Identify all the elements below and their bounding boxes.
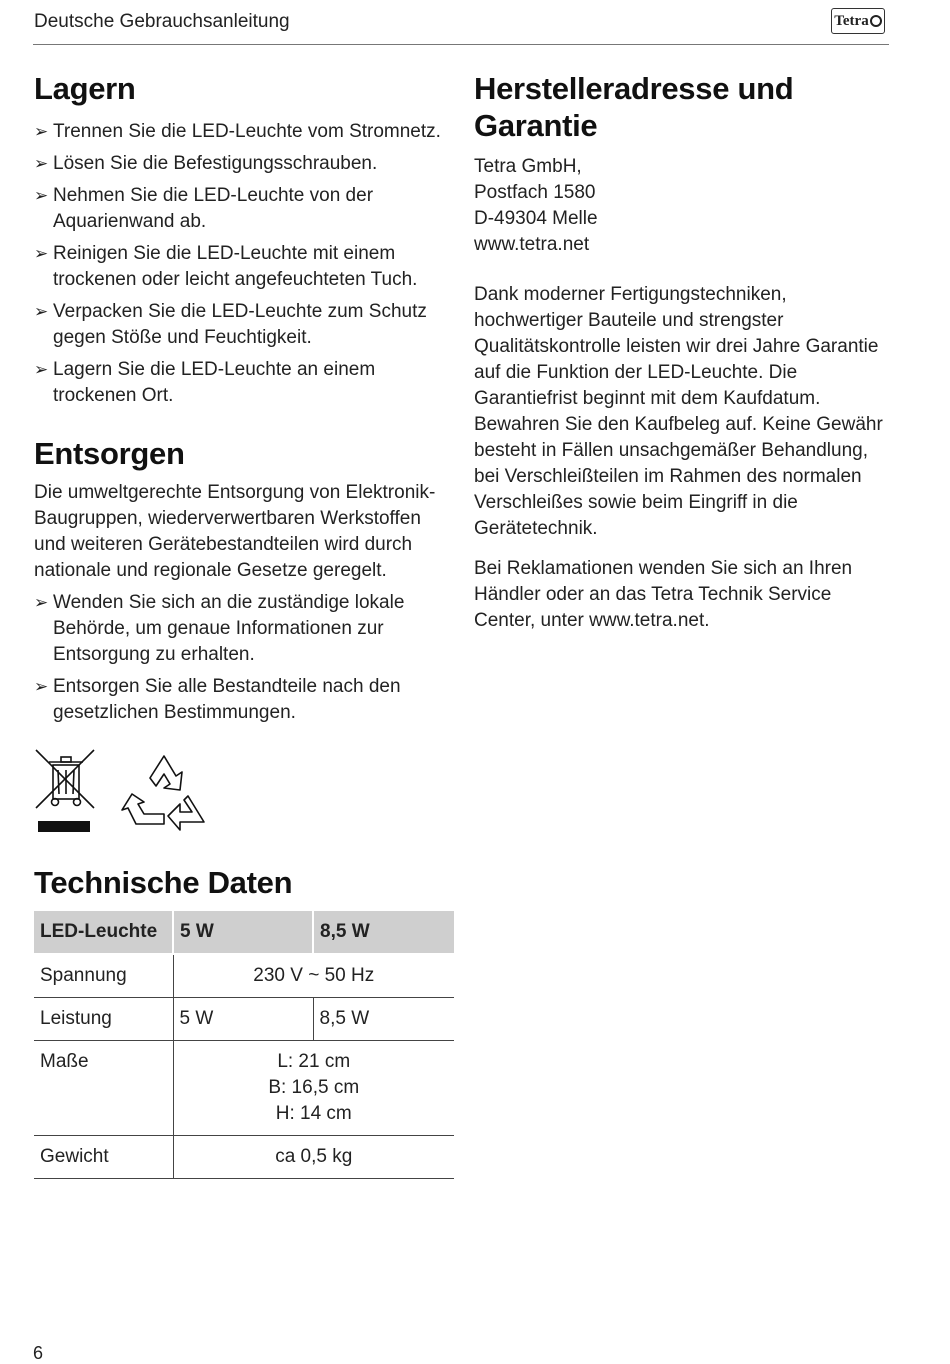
- page-number: 6: [33, 1343, 44, 1363]
- tetra-logo: [831, 8, 885, 34]
- heading-lagern: Lagern: [34, 71, 136, 106]
- arrow-bullet-icon: ➢: [34, 244, 49, 263]
- dimension-length: L: 21 cm: [277, 1051, 351, 1072]
- table-row: [34, 954, 454, 998]
- arrow-bullet-icon: ➢: [34, 593, 49, 612]
- table-header-cell: 5 W: [173, 911, 313, 954]
- table-cell-value: 8,5 W: [313, 998, 454, 1041]
- crossed-out-wheelie-bin-icon: [34, 748, 96, 836]
- manufacturer-address: [474, 154, 894, 258]
- arrow-bullet-icon: ➢: [34, 122, 49, 141]
- arrow-bullet-icon: ➢: [34, 154, 49, 173]
- disposal-symbols: [34, 748, 454, 838]
- table-cell-value: [173, 1041, 454, 1136]
- dimension-height: H: 14 cm: [275, 1103, 352, 1124]
- table-cell-value: ca 0,5 kg: [173, 1136, 454, 1179]
- technical-data-table: [34, 911, 454, 1179]
- heading-hersteller: Herstelleradresse und Garantie: [474, 71, 794, 143]
- list-item: ➢ Wenden Sie sich an die zuständige lokale Behörde, um genaue Informationen zur Entsorgung zu erhalten.: [34, 592, 405, 665]
- list-item: ➢ Reinigen Sie die LED-Leuchte mit einem trockenen oder leicht angefeuchteten Tuch.: [34, 243, 418, 290]
- table-cell-label: Maße: [34, 1041, 173, 1136]
- table-cell-label: Leistung: [34, 998, 173, 1041]
- table-header-row: [34, 911, 454, 954]
- recycling-icon: [120, 750, 208, 836]
- complaints-paragraph: Bei Reklamationen wenden Sie sich an Ihren Händler oder an das Tetra Technik Service Center, unter www.tetra.net.: [474, 558, 853, 631]
- entsorgen-intro: Die umweltgerechte Entsorgung von Elektronik-Baugruppen, wiederverwertbaren Werkstoffen und weiteren Gerätebestandteilen wird durch nationale und regionale Gesetze geregelt.: [34, 482, 436, 581]
- logo-text: Tetra: [834, 12, 869, 29]
- table-row: [34, 1041, 454, 1136]
- list-item: ➢ Entsorgen Sie alle Bestandteile nach den gesetzlichen Bestimmungen.: [34, 676, 401, 723]
- entsorgen-list: [34, 590, 454, 726]
- table-row: [34, 1136, 454, 1179]
- lagern-list: [34, 119, 454, 409]
- list-item: ➢ Verpacken Sie die LED-Leuchte zum Schutz gegen Stöße und Feuchtigkeit.: [34, 301, 427, 348]
- heading-technische-daten: Technische Daten: [34, 865, 293, 900]
- right-column: [474, 70, 894, 634]
- section-lagern: [34, 70, 454, 409]
- list-item: ➢ Trennen Sie die LED-Leuchte vom Stromnetz.: [34, 119, 454, 145]
- heading-entsorgen: Entsorgen: [34, 436, 185, 471]
- table-header-cell: 8,5 W: [313, 911, 454, 954]
- left-column: [34, 70, 454, 1179]
- address-website: www.tetra.net: [474, 234, 590, 255]
- table-cell-label: Gewicht: [34, 1136, 173, 1179]
- address-line: Postfach 1580: [474, 182, 596, 203]
- logo-ring-icon: [870, 15, 882, 27]
- section-hersteller: [474, 70, 894, 634]
- dimension-width: B: 16,5 cm: [268, 1077, 360, 1098]
- table-cell-value: 230 V ~ 50 Hz: [173, 954, 454, 998]
- address-line: Tetra GmbH,: [474, 156, 582, 177]
- list-item: ➢ Lagern Sie die LED-Leuchte an einem trockenen Ort.: [34, 359, 376, 406]
- section-technische-daten: [34, 864, 454, 1179]
- table-cell-label: Spannung: [34, 954, 173, 998]
- warranty-paragraph: Dank moderner Fertigungstechniken, hochwertiger Bauteile und strengster Qualitätskontrolle leisten wir drei Jahre Garantie auf die Funktion der LED-Leuchte. Die Garantiefrist beginnt mit dem Kaufdatum. Bewahren Sie den Kaufbeleg auf. Keine Gewähr besteht in Fällen unsachgemäßer Behandlung, bei Verschleißteilen im Rahmen des normalen Verschleißes sowie beim Eingriff in die Gerätetechnik.: [474, 284, 883, 539]
- header-divider: [33, 44, 889, 45]
- list-item: ➢ Nehmen Sie die LED-Leuchte von der Aquarienwand ab.: [34, 185, 374, 232]
- section-entsorgen: [34, 435, 454, 838]
- table-cell-value: 5 W: [173, 998, 313, 1041]
- arrow-bullet-icon: ➢: [34, 360, 49, 379]
- address-line: D-49304 Melle: [474, 208, 598, 229]
- table-row: [34, 998, 454, 1041]
- arrow-bullet-icon: ➢: [34, 302, 49, 321]
- document-header-title: Deutsche Gebrauchsanleitung: [34, 11, 290, 32]
- table-header-cell: LED-Leuchte: [34, 911, 173, 954]
- list-item: ➢ Lösen Sie die Befestigungsschrauben.: [34, 151, 454, 177]
- arrow-bullet-icon: ➢: [34, 677, 49, 696]
- arrow-bullet-icon: ➢: [34, 186, 49, 205]
